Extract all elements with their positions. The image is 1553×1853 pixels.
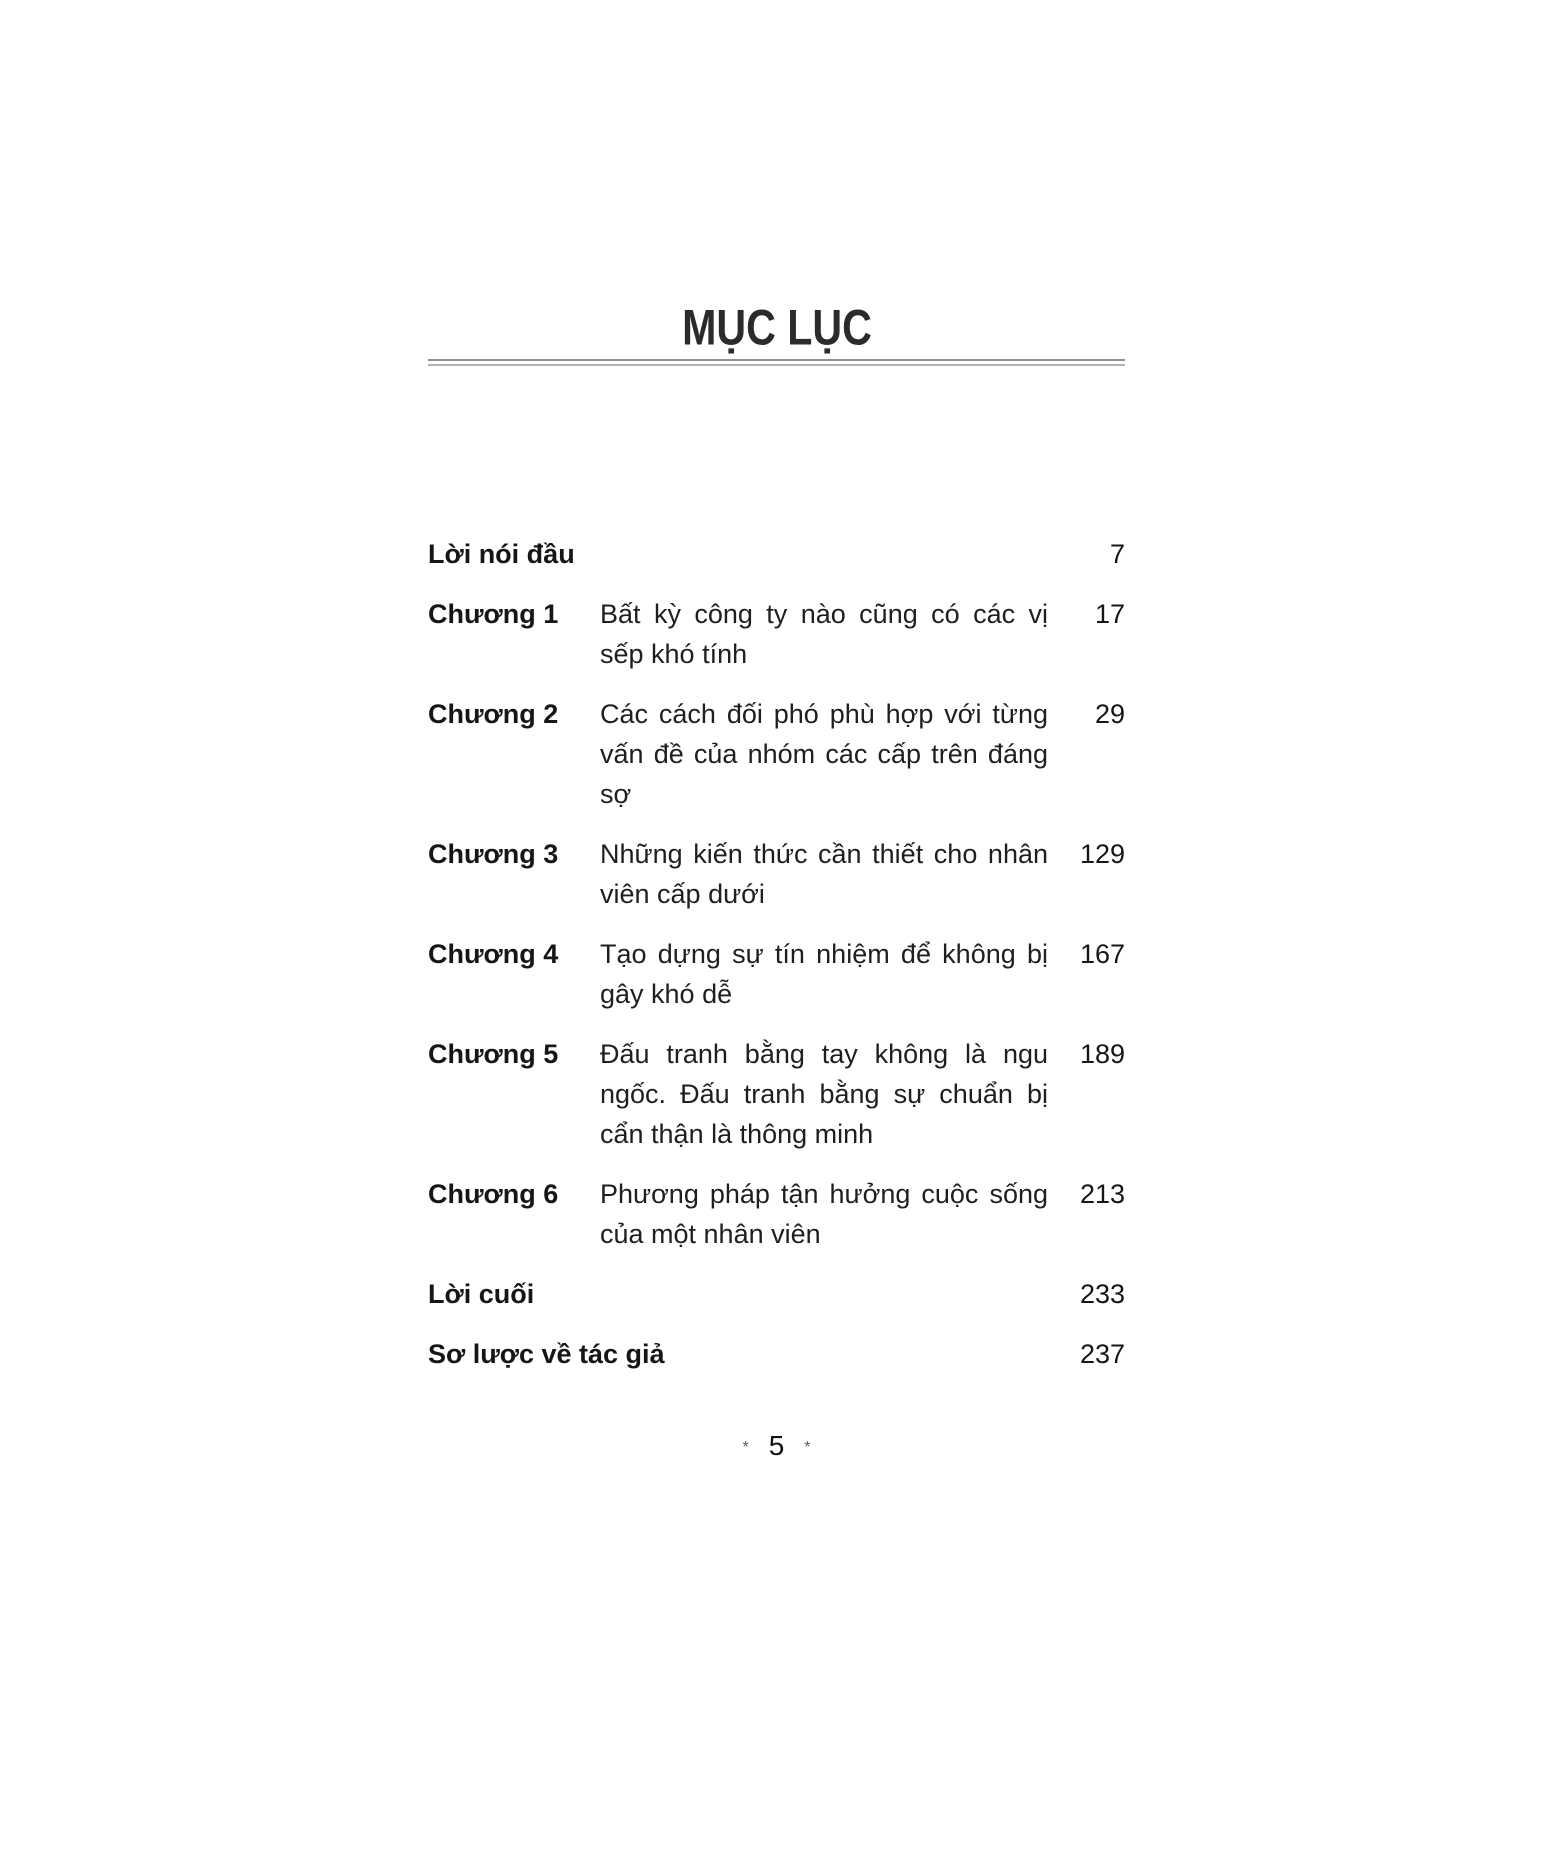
footer-ornament-left: * — [742, 1439, 749, 1456]
page-footer — [428, 1426, 1125, 1466]
toc-entry-page: 167 — [1079, 939, 1125, 969]
toc-entry-chapter-6 — [428, 1174, 1125, 1254]
toc-entry-page: 7 — [1109, 539, 1125, 569]
toc-entry-page: 213 — [1079, 1179, 1125, 1209]
toc-entry-page: 129 — [1079, 839, 1125, 869]
toc-entry-title: Bất kỳ công ty nào cũng có các vị sếp khó tính — [600, 599, 1048, 669]
toc-entry-about-author — [428, 1334, 1125, 1374]
toc-list — [428, 534, 1125, 1374]
toc-entry-page: 29 — [1094, 699, 1125, 729]
toc-entry-label: Lời nói đầu — [428, 539, 575, 569]
toc-entry-foreword — [428, 534, 1125, 574]
toc-entry-chapter-3 — [428, 834, 1125, 914]
toc-entry-label: Chương 5 — [428, 1039, 559, 1069]
toc-entry-label: Chương 1 — [428, 599, 559, 629]
toc-entry-afterword — [428, 1274, 1125, 1314]
toc-entry-label: Sơ lược về tác giả — [428, 1339, 665, 1369]
toc-entry-label: Chương 4 — [428, 939, 559, 969]
toc-entry-page: 17 — [1094, 599, 1125, 629]
toc-entry-title: Tạo dựng sự tín nhiệm để không bị gây khó dễ — [600, 939, 1048, 1009]
toc-entry-page: 237 — [1079, 1339, 1125, 1369]
title-divider-rule — [428, 359, 1125, 366]
toc-entry-title: Những kiến thức cần thiết cho nhân viên cấp dưới — [600, 839, 1048, 909]
toc-entry-label: Chương 2 — [428, 699, 559, 729]
page-number: 5 — [768, 1430, 785, 1461]
toc-page — [428, 300, 1125, 1466]
toc-entry-chapter-5 — [428, 1034, 1125, 1154]
toc-entry-title: Các cách đối phó phù hợp với từng vấn đề của nhóm các cấp trên đáng sợ — [600, 699, 1048, 809]
toc-entry-title: Đấu tranh bằng tay không là ngu ngốc. Đấu tranh bằng sự chuẩn bị cẩn thận là thông minh — [600, 1039, 1048, 1149]
page-title: MỤC LỤC — [681, 300, 872, 356]
toc-entry-label: Lời cuối — [428, 1279, 535, 1309]
toc-entry-chapter-1 — [428, 594, 1125, 674]
toc-entry-page: 189 — [1079, 1039, 1125, 1069]
toc-entry-label: Chương 6 — [428, 1179, 559, 1209]
toc-entry-chapter-2 — [428, 694, 1125, 814]
toc-entry-page: 233 — [1079, 1279, 1125, 1309]
toc-entry-chapter-4 — [428, 934, 1125, 1014]
footer-ornament-right: * — [804, 1439, 811, 1456]
toc-entry-label: Chương 3 — [428, 839, 559, 869]
page-title-wrap — [428, 300, 1125, 356]
toc-entry-title: Phương pháp tận hưởng cuộc sống của một nhân viên — [600, 1179, 1048, 1249]
